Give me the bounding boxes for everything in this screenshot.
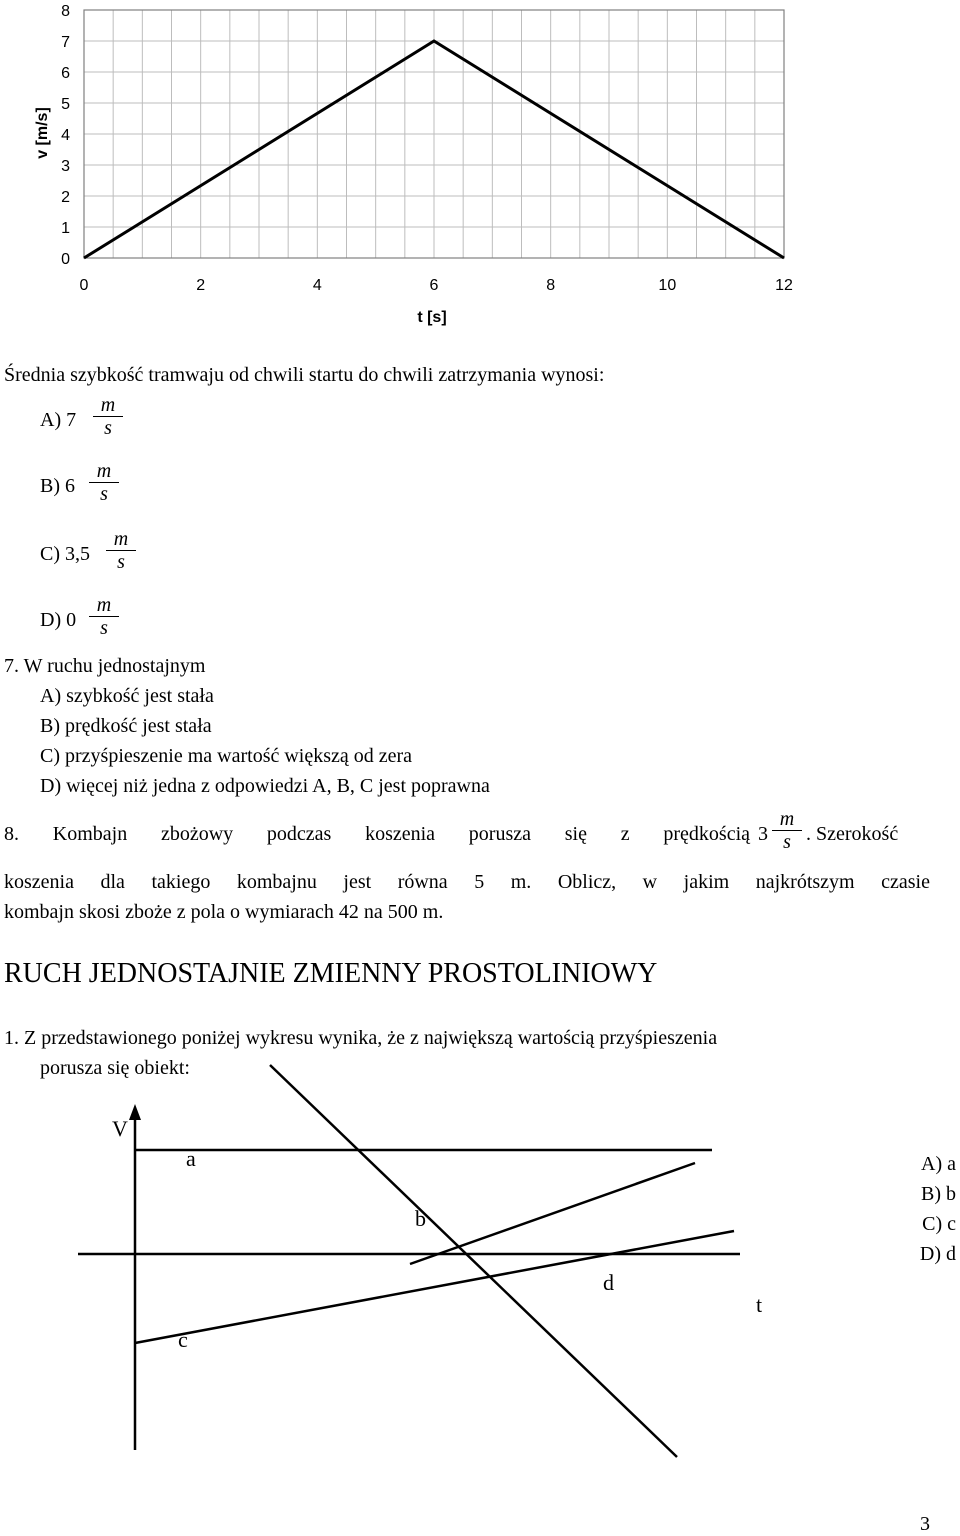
x-tick-label: 2 — [196, 277, 206, 294]
q6-question: Średnia szybkość tramwaju od chwili startu do chwili zatrzymania wynosi: — [4, 364, 605, 386]
line-b-label: b — [415, 1206, 426, 1231]
q6-option-b-label: B) — [40, 475, 60, 497]
q6-option-a-label: A) — [40, 409, 62, 431]
y-tick-labels — [61, 3, 70, 268]
v-t-diagram — [0, 1030, 960, 1490]
q1-option-a: A) a — [921, 1153, 956, 1175]
y-tick-label: 4 — [61, 127, 70, 144]
x-tick-labels — [80, 277, 793, 294]
unit-numerator: m — [772, 808, 802, 831]
q6-option-d-value: 0 — [66, 609, 77, 631]
q7-option-a: A) szybkość jest stała — [40, 685, 214, 707]
q1-line2: porusza się obiekt: — [40, 1057, 190, 1079]
unit-numerator: m — [106, 528, 136, 551]
q6-option-d — [40, 608, 76, 632]
y-tick-label: 0 — [61, 251, 70, 268]
y-tick-label: 3 — [61, 158, 70, 175]
q8-speed: 3 — [758, 823, 768, 845]
unit-fraction — [89, 594, 119, 639]
unit-denominator: s — [783, 831, 791, 853]
q6-option-d-label: D) — [40, 609, 62, 631]
unit-denominator: s — [100, 617, 108, 639]
q6-option-c-value: 3,5 — [65, 543, 90, 565]
q1-option-d: D) d — [919, 1243, 956, 1265]
page-number: 3 — [920, 1513, 930, 1535]
x-tick-label: 4 — [312, 277, 322, 294]
unit-fraction — [106, 528, 136, 573]
y-tick-label: 2 — [61, 189, 70, 206]
y-tick-label: 8 — [61, 3, 70, 20]
v-axis-label: V — [112, 1116, 128, 1141]
q8-line2: koszenia dla takiego kombajnu jest równa 5 m. Oblicz, w jakim najkrótszym czasie — [4, 871, 930, 893]
y-tick-label: 1 — [61, 220, 70, 237]
line-c — [135, 1231, 734, 1343]
v-axis-arrow — [129, 1104, 141, 1120]
q1-option-c: C) c — [922, 1213, 956, 1235]
unit-fraction — [89, 460, 119, 505]
unit-fraction — [93, 394, 123, 439]
q8-line1-end: . Szerokość — [806, 823, 899, 845]
q6-option-a-value: 7 — [66, 409, 77, 431]
section-heading: RUCH JEDNOSTAJNIE ZMIENNY PROSTOLINIOWY — [4, 958, 658, 989]
unit-denominator: s — [100, 483, 108, 505]
unit-denominator: s — [117, 551, 125, 573]
x-tick-label: 12 — [775, 277, 793, 294]
x-tick-label: 8 — [546, 277, 556, 294]
x-tick-label: 0 — [79, 277, 89, 294]
q7-option-c: C) przyśpieszenie ma wartość większą od zera — [40, 745, 413, 767]
unit-fraction — [772, 808, 802, 853]
q7-question: 7. W ruchu jednostajnym — [4, 655, 206, 677]
y-tick-label: 7 — [61, 34, 70, 51]
line-a-label: a — [186, 1146, 196, 1171]
q6-option-b-value: 6 — [65, 475, 75, 497]
y-tick-label: 6 — [61, 65, 70, 82]
x-axis-label: t [s] — [417, 309, 447, 326]
t-axis-label: t — [756, 1292, 763, 1317]
line-d-label: d — [603, 1270, 614, 1295]
q1-option-b: B) b — [921, 1183, 956, 1205]
y-axis-label: v [m/s] — [34, 107, 51, 159]
q6-option-c — [40, 542, 90, 566]
chart-grid — [84, 10, 784, 258]
q6-option-b — [40, 474, 75, 498]
q7-option-d: D) więcej niż jedna z odpowiedzi A, B, C jest poprawna — [40, 775, 490, 797]
unit-denominator: s — [104, 417, 112, 439]
q7-option-b: B) prędkość jest stała — [40, 715, 212, 737]
unit-numerator: m — [89, 594, 119, 617]
line-d — [410, 1163, 695, 1264]
x-tick-label: 6 — [429, 277, 439, 294]
x-tick-label: 10 — [658, 277, 677, 294]
q6-option-c-label: C) — [40, 543, 60, 565]
q1-line1: 1. Z przedstawionego poniżej wykresu wynika, że z największą wartością przyśpieszenia — [4, 1027, 718, 1049]
y-tick-label: 5 — [61, 96, 70, 113]
line-b — [270, 1065, 677, 1457]
q8-line3: kombajn skosi zboże z pola o wymiarach 42 na 500 m. — [4, 901, 444, 923]
unit-numerator: m — [93, 394, 123, 417]
unit-numerator: m — [89, 460, 119, 483]
velocity-time-chart — [0, 0, 960, 340]
line-c-label: c — [178, 1327, 188, 1352]
q6-option-a — [40, 408, 76, 432]
q8-line1: 8. Kombajn zbożowy podczas koszenia porusza się z prędkością — [4, 823, 750, 845]
